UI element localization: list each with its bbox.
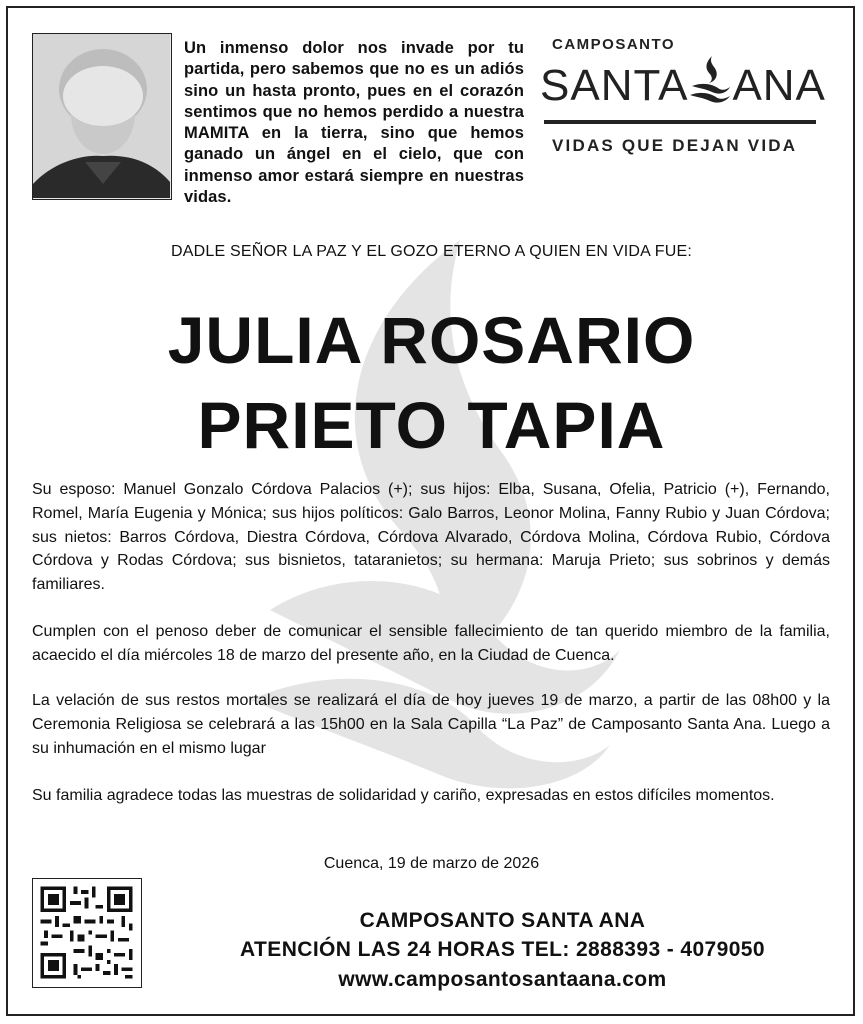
- footer-website-link[interactable]: www.camposantosantaana.com: [338, 968, 667, 991]
- camposanto-logo: [540, 36, 830, 166]
- qr-code-icon: [33, 879, 140, 986]
- ceremony-paragraph: La velación de sus restos mortales se realizará el día de hoy jueves 19 de marzo, a partir de las 08h00 y la Ceremonia Religiosa se celebrará a las 15h00 en la Sala Capilla “La Paz” de Camposanto Santa Ana. Luego a su inhumación en el mismo lugar: [32, 692, 830, 757]
- dateline: Cuenca, 19 de marzo de 2026: [323, 855, 540, 872]
- thanks-paragraph: Su familia agradece todas las muestras de solidaridad y cariño, expresadas en estos difíciles momentos.: [32, 787, 775, 804]
- intro-text-end: en la tierra, sino que hemos ganado un ángel en el cielo, que con inmenso amor estará siempre en nuestras vidas.: [184, 124, 524, 207]
- intro-text-start: Un inmenso dolor nos invade por tu partida, pero sabemos que no es un adiós sino un hasta pronto, pues en el corazón sentimos que no hemos perdido a nuestra: [184, 39, 524, 121]
- logo-tagline: VIDAS QUE DEJAN VIDA: [552, 136, 798, 155]
- logo-small-text: CAMPOSANTO: [552, 36, 676, 53]
- deceased-name-line-1: JULIA ROSARIO: [167, 303, 696, 377]
- intro-message: [184, 38, 524, 208]
- prayer-line: DADLE SEÑOR LA PAZ Y EL GOZO ETERNO A QUIEN EN VIDA FUE:: [171, 243, 692, 260]
- footer-company-name: CAMPOSANTO SANTA ANA: [359, 909, 646, 932]
- portrait-silhouette: [33, 34, 170, 198]
- family-paragraph: Su esposo: Manuel Gonzalo Córdova Palacios (+); sus hijos: Elba, Susana, Ofelia, Patricio (+), Fernando, Romel, María Eugenia y Mónica; sus hijos políticos: Galo Barros, Leonor Molina, Fanny Rubio y Juan Córdova; sus nietos: Barros Córdova, Diestra Córdova, Córdova Alvarado, Córdova Molina, Córdova Rubio, Córdova Córdova y Rodas Córdova; sus bisnietos, tataranietos; su hermana: Maruja Prieto; sus sobrinos y demás familiares.: [32, 481, 830, 594]
- qr-code[interactable]: [32, 878, 142, 988]
- logo-main-right: ANA: [732, 61, 826, 110]
- intro-emphasis: MAMITA: [184, 124, 249, 143]
- logo-main-left: SANTA: [540, 61, 689, 110]
- deceased-name-line-2: PRIETO TAPIA: [197, 388, 666, 462]
- deceased-photo: [32, 33, 172, 200]
- logo-main-text: [540, 54, 826, 116]
- logo-divider: [544, 120, 816, 124]
- footer-phones: ATENCIÓN LAS 24 HORAS TEL: 2888393 - 4079050: [240, 938, 765, 961]
- flame-logo-icon: [688, 54, 732, 106]
- announcement-paragraph: Cumplen con el penoso deber de comunicar el sensible fallecimiento de tan querido miembro de la familia, acaecido el día miércoles 18 de marzo del presente año, en la Ciudad de Cuenca.: [32, 623, 830, 664]
